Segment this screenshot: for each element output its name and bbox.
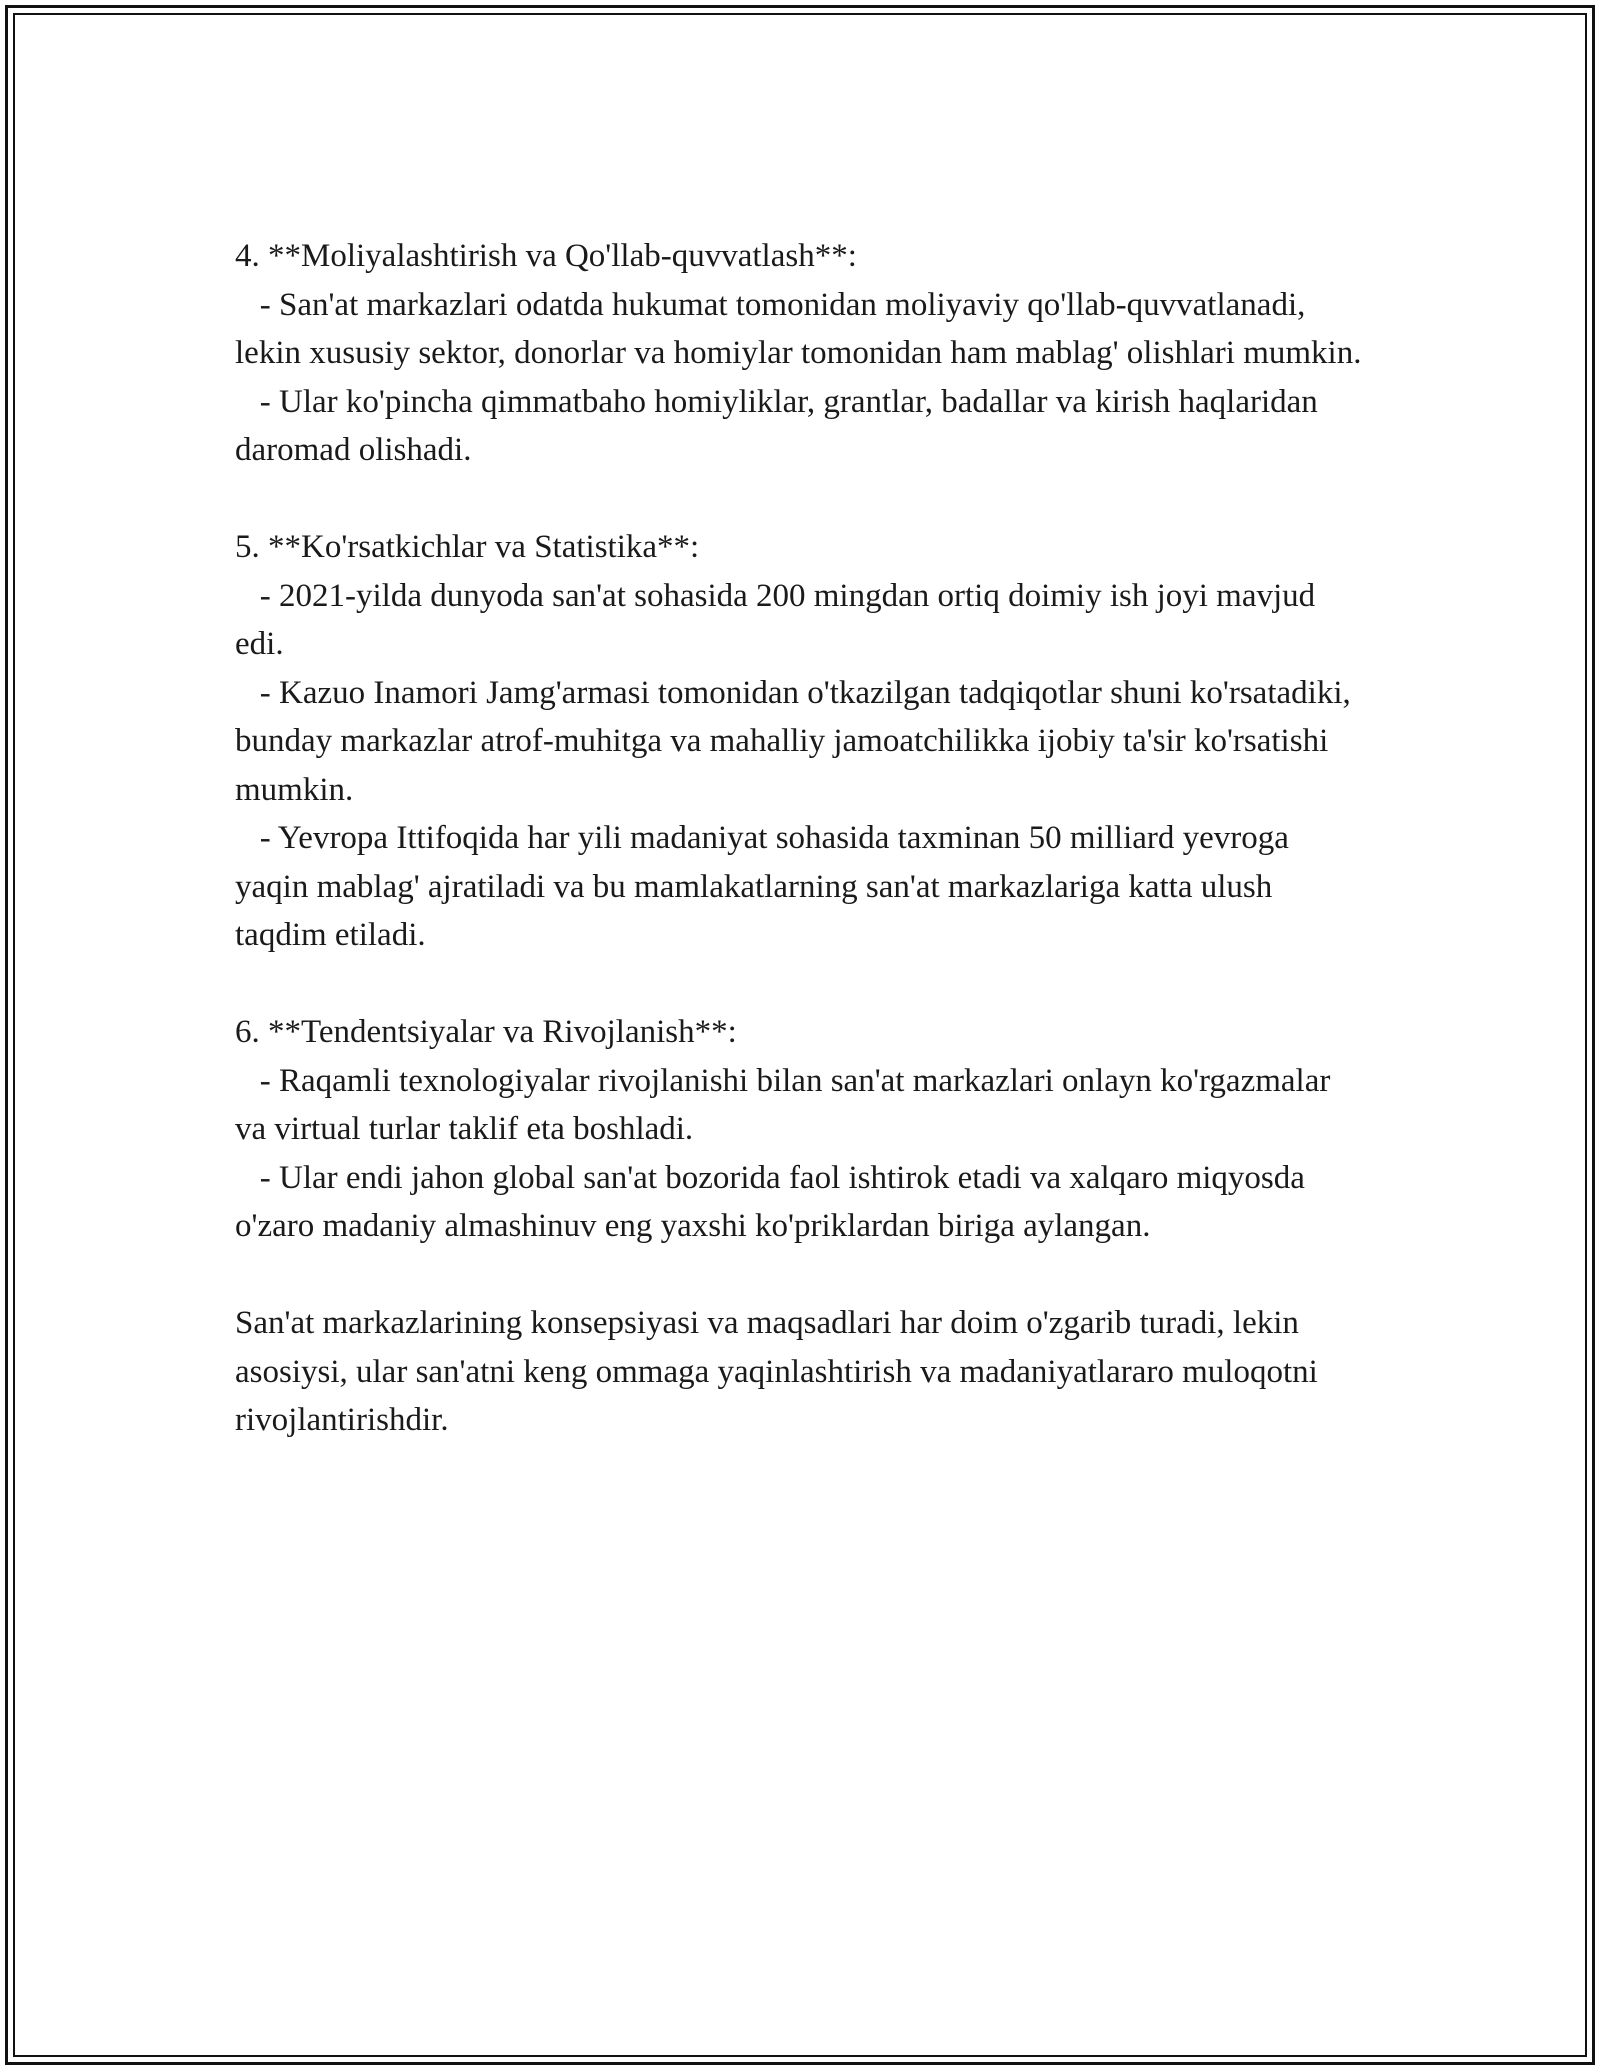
section-statistics	[235, 523, 1365, 960]
list-item: - Yevropa Ittifoqida har yili madaniyat sohasida taxminan 50 milliard yevroga yaqin mablag' ajratiladi va bu mamlakatlarning san'at markazlariga katta ulush taqdim etiladi.	[235, 820, 1289, 953]
list-item: - Ular endi jahon global san'at bozorida faol ishtirok etadi va xalqaro miqyosda o'zaro madaniy almashinuv eng yaxshi ko'priklardan biriga aylangan.	[235, 1159, 1305, 1244]
section-heading: 4. **Moliyalashtirish va Qo'llab-quvvatlash**:	[235, 238, 857, 274]
section-heading: 5. **Ko'rsatkichlar va Statistika**:	[235, 529, 700, 565]
closing-paragraph: San'at markazlarining konsepsiyasi va maqsadlari har doim o'zgarib turadi, lekin asosiysi, ular san'atni keng ommaga yaqinlashtirish va madaniyatlararo muloqotni rivojlantirishdir.	[235, 1305, 1318, 1438]
document-body	[235, 232, 1365, 1445]
list-item: - Kazuo Inamori Jamg'armasi tomonidan o'tkazilgan tadqiqotlar shuni ko'rsatadiki, bunday markazlar atrof-muhitga va mahalliy jamoatchilikka ijobiy ta'sir ko'rsatishi mumkin.	[235, 674, 1351, 808]
list-item: - San'at markazlari odatda hukumat tomonidan moliyaviy qo'llab-quvvatlanadi, lekin xususiy sektor, donorlar va homiylar tomonidan ham mablag' olishlari mumkin.	[235, 286, 1362, 371]
section-trends	[235, 1008, 1365, 1251]
list-item: - 2021-yilda dunyoda san'at sohasida 200 mingdan ortiq doimiy ish joyi mavjud edi.	[235, 577, 1316, 662]
section-heading: 6. **Tendentsiyalar va Rivojlanish**:	[235, 1014, 737, 1050]
section-funding	[235, 232, 1365, 475]
list-item: - Ular ko'pincha qimmatbaho homiyliklar, grantlar, badallar va kirish haqlaridan daromad olishadi.	[235, 383, 1318, 468]
list-item: - Raqamli texnologiyalar rivojlanishi bilan san'at markazlari onlayn ko'rgazmalar va virtual turlar taklif eta boshladi.	[235, 1062, 1331, 1147]
